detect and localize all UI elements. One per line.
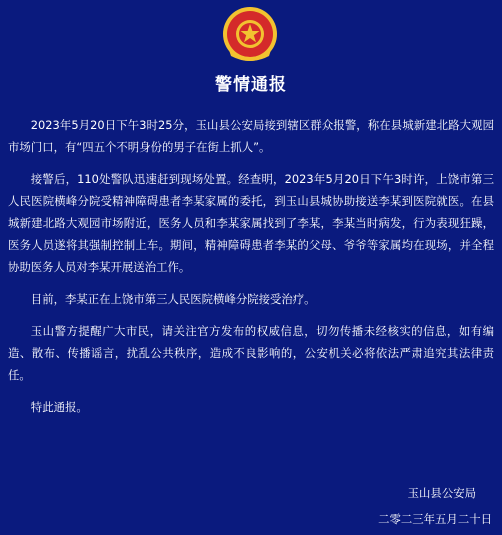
page-title: 警情通报 (215, 75, 287, 95)
paragraph-closing: 特此通报。 (30, 400, 88, 414)
signature-block (332, 480, 492, 532)
paragraph-findings: 接警后，110处警队迅速赶到现场处置。经查明，2023年5月20日下午3时许，上饶市第三人民医院横峰分院受精神障碍患者李某家属的委托，到玉山县城协助接送李某到医院就医。在县城新建北路大观园市场附近，医务人员和李某家属找到了李某，李某当时病发，行为表现狂躁，医务人员遂将其强制控制上车。期间，精神障碍患者李某的父母、爷爷等家属均在现场，并全程协助医务人员对李某开展送治工作。 (8, 172, 494, 274)
signature-date: 二零二三年五月二十日 (378, 512, 492, 526)
paragraph-reminder: 玉山警方提醒广大市民，请关注官方发布的权威信息，切勿传播未经核实的信息，如有编造、散布、传播谣言，扰乱公共秩序，造成不良影响的，公安机关必将依法严肃追究其法律责任。 (8, 324, 494, 382)
signature-org: 玉山县公安局 (407, 486, 476, 500)
police-badge-icon (221, 6, 279, 64)
notice-body (8, 114, 494, 428)
paragraph-status: 目前，李某正在上饶市第三人民医院横峰分院接受治疗。 (30, 292, 316, 306)
paragraph-report: 2023年5月20日下午3时25分，玉山县公安局接到辖区群众报警，称在县城新建北路大观园市场门口，有“四五个不明身份的男子在街上抓人”。 (8, 118, 494, 154)
